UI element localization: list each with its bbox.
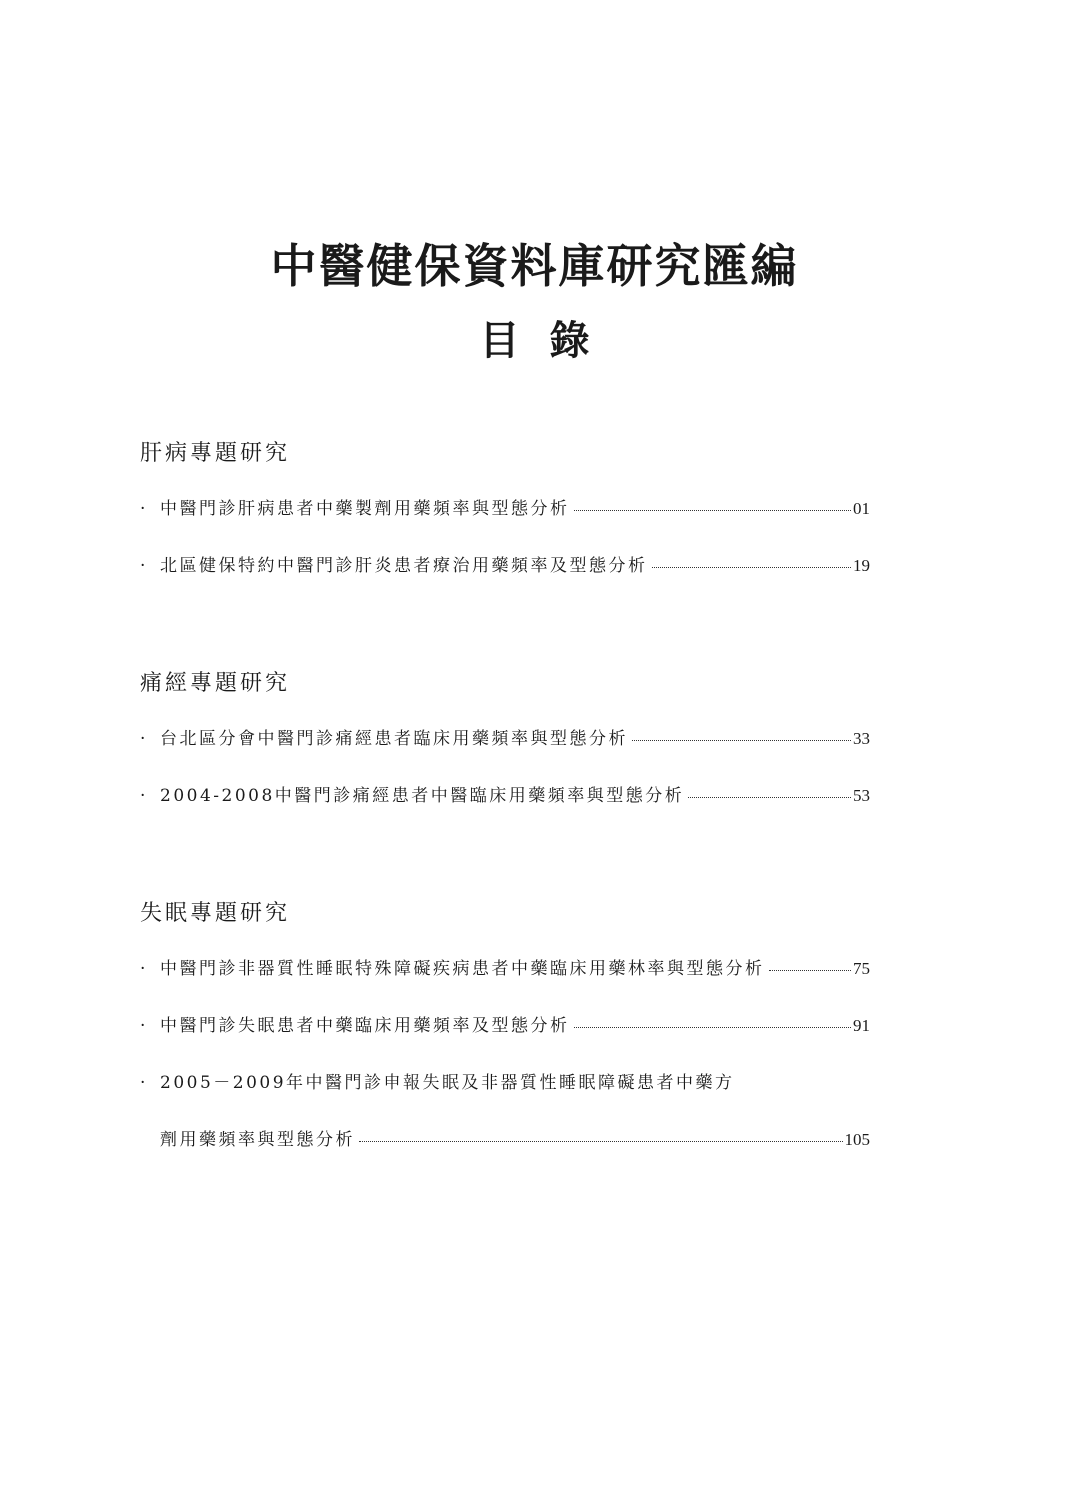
page-number: 19	[853, 556, 870, 575]
entry-title-line2: 劑用藥頻率與型態分析	[160, 1130, 355, 1150]
bullet: ·	[140, 959, 146, 979]
dot-leader	[574, 1027, 852, 1028]
page-number: 01	[853, 499, 870, 518]
toc-entry[interactable]	[140, 497, 870, 521]
toc-entry[interactable]	[140, 957, 870, 981]
section-dysmenorrhea	[140, 669, 870, 808]
dot-leader	[688, 797, 851, 798]
dot-leader	[359, 1141, 843, 1142]
section-heading: 痛經專題研究	[140, 671, 291, 696]
page-number: 33	[853, 729, 870, 748]
bullet: ·	[140, 1073, 146, 1093]
toc-title: 目錄	[479, 318, 620, 364]
toc-entry[interactable]	[140, 554, 870, 578]
page-number: 53	[853, 786, 870, 805]
section-insomnia	[140, 899, 870, 1152]
dot-leader	[652, 567, 852, 568]
toc-entry[interactable]	[140, 727, 870, 751]
entry-title: 台北區分會中醫門診痛經患者臨床用藥頻率與型態分析	[160, 729, 628, 749]
book-title: 中醫健保資料庫研究匯編	[270, 239, 799, 293]
bullet: ·	[140, 786, 146, 806]
dot-leader	[632, 740, 851, 741]
toc-entry-long-line2[interactable]	[140, 1128, 870, 1152]
toc-entry[interactable]	[140, 1014, 870, 1038]
dot-leader	[574, 510, 852, 511]
entry-title: 中醫門診肝病患者中藥製劑用藥頻率與型態分析	[160, 499, 570, 519]
page-number: 91	[853, 1016, 870, 1035]
toc-entry-long-line1[interactable]	[140, 1071, 870, 1095]
bullet: ·	[140, 556, 146, 576]
toc-entry[interactable]	[140, 784, 870, 808]
bullet: ·	[140, 499, 146, 519]
section-heading: 肝病專題研究	[140, 441, 291, 466]
entry-title-line1: 2005－2009年中醫門診申報失眠及非器質性睡眠障礙患者中藥方	[160, 1073, 735, 1093]
entry-title: 中醫門診失眠患者中藥臨床用藥頻率及型態分析	[160, 1016, 570, 1036]
bullet: ·	[140, 1016, 146, 1036]
bullet: ·	[140, 729, 146, 749]
dot-leader	[769, 970, 852, 971]
entry-title: 2004-2008中醫門診痛經患者中醫臨床用藥頻率與型態分析	[160, 786, 685, 806]
page-number: 75	[853, 959, 870, 978]
section-heading: 失眠專題研究	[140, 901, 291, 926]
entry-title: 北區健保特約中醫門診肝炎患者療治用藥頻率及型態分析	[160, 556, 648, 576]
entry-title: 中醫門診非器質性睡眠特殊障礙疾病患者中藥臨床用藥林率與型態分析	[160, 959, 765, 979]
section-liver	[140, 439, 870, 578]
page-number: 105	[844, 1130, 870, 1149]
